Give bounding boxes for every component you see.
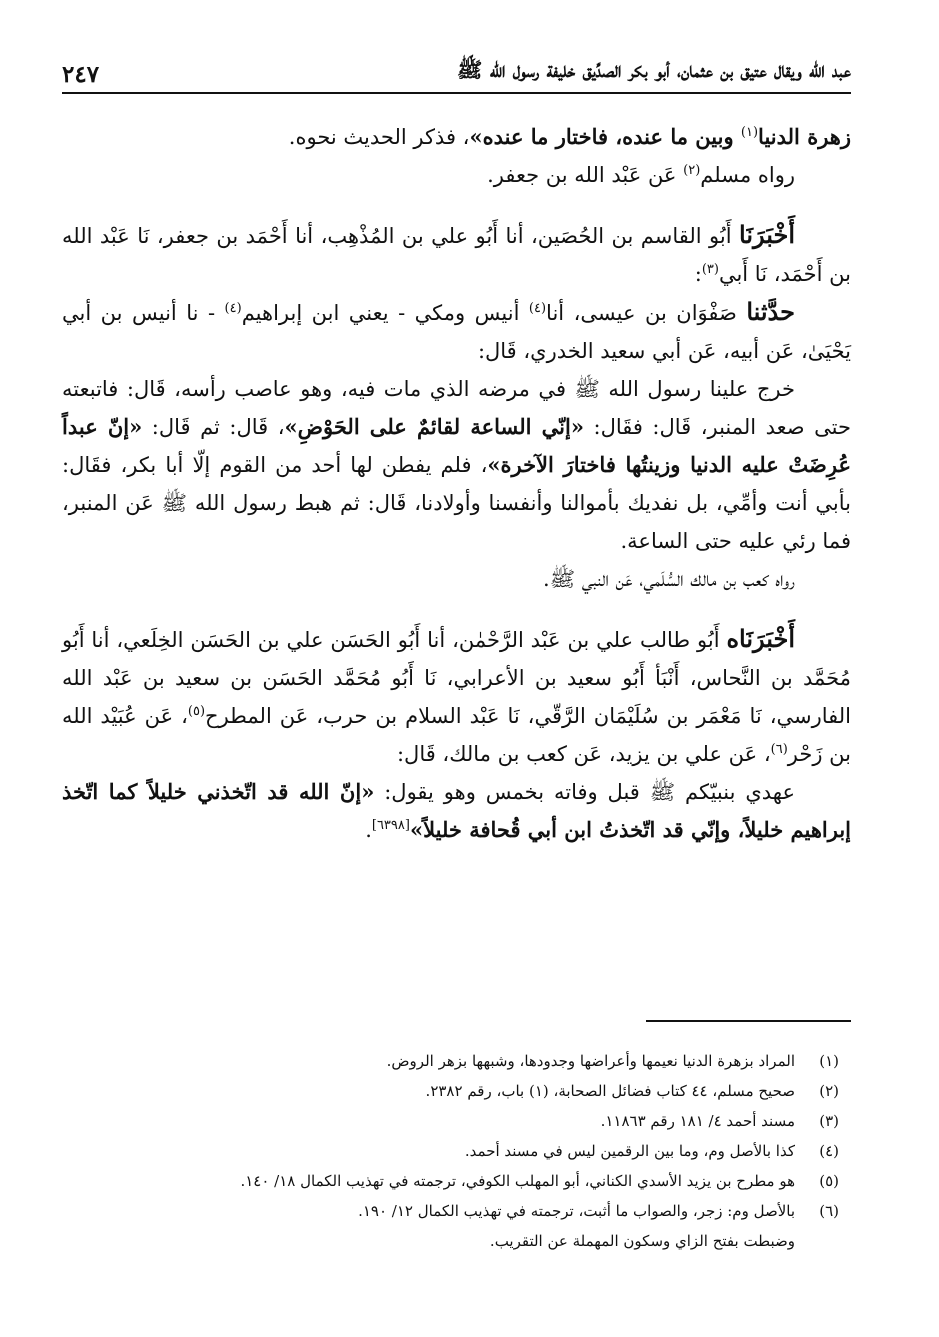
footnote-text: وضبطت بفتح الزاي وسكون المهملة عن التقريب.: [489, 1232, 795, 1250]
running-header: [62, 52, 851, 94]
bold-text: وبين ما عنده، فاختار ما عنده»: [469, 124, 741, 149]
hadith-number: [٦٣٩٨]: [371, 818, 410, 833]
paragraph: [62, 216, 851, 293]
page-number: ٢٤٧: [62, 61, 100, 88]
footnote-number: (٦): [819, 1202, 839, 1220]
text: أنيس ومكي - يعني ابن إبراهيم: [241, 301, 529, 325]
footnote-text: المراد بزهرة الدنيا نعيمها وأعراضها وجدودها، وشبهها بزهر الروض.: [386, 1052, 795, 1070]
footnote-continuation: [62, 1226, 839, 1256]
footnote-number: [795, 1226, 839, 1256]
text: ، فلم يفطن لها أحد من القوم إلّا أبا بكر، فقَال: بأبي أنت وأمِّي، بل نفديك بأموالنا وأنفسنا وأولادنا، قَال: ثم هبط رسول الله ﷺ عَن المنبر، فما رئي عليه حتى الساعة.: [62, 453, 851, 553]
header-title: عبد الله ويقال عتيق بن عثمان، أبو بكر الصدِّيق خليفة رسول الله ﷺ: [457, 57, 851, 82]
text: ، عَن عُبَيْد الله بن زَحْر: [62, 704, 851, 766]
paragraph: [62, 620, 851, 773]
text: صَفْوَان بن عيسى، أنا: [546, 301, 747, 325]
footnote-ref[interactable]: (٣): [701, 262, 719, 277]
footnote-ref[interactable]: (٢): [683, 163, 701, 178]
footnote: [62, 1166, 839, 1196]
text: ، عَن علي بن يزيد، عَن كعب بن مالك، قَال:: [396, 742, 771, 766]
footnote-text: هو مطرح بن يزيد الأسدي الكناني، أبو المهلب الكوفي، ترجمته في تهذيب الكمال ١٨/ ١٤٠.: [240, 1172, 795, 1190]
footnote-number: (٤): [819, 1142, 839, 1160]
footnote-text: مسند أحمد ٤/ ١٨١ رقم ١١٨٦٣.: [600, 1112, 795, 1130]
footnote-number: (١): [819, 1052, 839, 1070]
footnote-ref[interactable]: (٤): [224, 301, 242, 316]
paragraph: [62, 293, 851, 370]
footnote: [62, 1076, 839, 1106]
bold-text: زهرة الدنيا: [758, 124, 851, 149]
paragraph: [62, 156, 851, 194]
chain-keyword: أَخْبَرَنَاه: [726, 624, 795, 653]
footnote-ref[interactable]: (٥): [187, 704, 206, 719]
hadith-quote: «إنّ عبداً عُرِضَتْ عليه الدنيا وزينتُها فاختارَ الآخرة»: [62, 414, 851, 477]
hadith-quote: «إنّي الساعة لقائمٌ على الحَوْضِ»: [284, 414, 584, 439]
text: عَن عَبْد الله بن جعفر.: [487, 163, 684, 187]
footnote-ref[interactable]: (٤): [528, 301, 547, 316]
text: :: [694, 262, 702, 286]
paragraph: رواه كعب بن مالك السُّلَمي، عَن النبي ﷺ.: [543, 567, 795, 591]
paragraph: [62, 118, 851, 156]
chain-keyword: حدَّثنا: [746, 297, 795, 326]
footnote-divider: [646, 1020, 851, 1022]
text: ، قَال: ثم قَال:: [142, 415, 285, 439]
footnote: [62, 1196, 839, 1226]
footnote: [62, 1106, 839, 1136]
text: - نا أنيس بن أبي يَحْيَىٰ، عَن أبيه، عَن أبي سعيد الخدري، قَال:: [62, 301, 851, 363]
text: ، فذكر الحديث نحوه.: [288, 125, 470, 149]
footnote-ref[interactable]: (١): [740, 125, 759, 140]
text: أَبُو طالب علي بن عَبْد الرَّحْمٰن، أنا أَبُو الحَسَن علي بن الحَسَن الخِلَعي، أنا أَبُو مُحَمَّد بن النَّحاس، أَنْبَأ أَبُو سعيد بن الأعرابي، نَا أَبُو مُحَمَّد الحَسَن بن سعيد بن عَبْد الله الفارسي، نَا مَعْمَر بن سُلَيْمَان الرَّقّي، نَا عَبْد السلام بن حرب، عَن المطرح: [62, 628, 851, 728]
text: .: [365, 818, 372, 842]
hadith-quote: «إنّ الله قد اتّخذني خليلاً كما اتّخذ إبراهيم خليلاً، وإنّي قد اتّخذتُ ابن أبي قُحافة خليلاً»: [62, 779, 851, 842]
footnote-text: كذا بالأصل وم، وما بين الرقمين ليس في مسند أحمد.: [464, 1142, 795, 1160]
paragraph: [62, 370, 851, 560]
footnote-text: صحيح مسلم، ٤٤ كتاب فضائل الصحابة، (١) باب، رقم ٢٣٨٢.: [425, 1082, 795, 1100]
main-text: [62, 118, 851, 849]
chain-keyword: أَخْبَرَنَا: [739, 220, 795, 249]
footnote: [62, 1136, 839, 1166]
footnote-number: (٢): [819, 1082, 839, 1100]
text: خرج علينا رسول الله ﷺ في مرضه الذي مات فيه، وهو عاصب رأسه، قَال: فاتبعته حتى صعد المنبر، قَال: فقَال:: [62, 377, 851, 439]
footnote: [62, 1046, 839, 1076]
footnote-number: (٣): [819, 1112, 839, 1130]
footnote-number: (٥): [819, 1172, 839, 1190]
footnote-text: بالأصل وم: زجر، والصواب ما أثبت، ترجمته في تهذيب الكمال ١٢/ ١٩٠.: [358, 1202, 795, 1220]
text: رواه مسلم: [700, 163, 795, 187]
paragraph: [62, 773, 851, 849]
footnote-ref[interactable]: (٦): [770, 742, 788, 757]
footnotes: [62, 1046, 839, 1256]
text: عهدي بنبيّكم ﷺ قبل وفاته بخمس وهو يقول:: [374, 780, 795, 804]
text: أَبُو القاسم بن الحُصَين، أنا أَبُو علي بن المُذْهِب، أنا أَحْمَد بن جعفر، نَا عَبْد الله بن أَحْمَد، نَا أَبي: [62, 224, 851, 286]
